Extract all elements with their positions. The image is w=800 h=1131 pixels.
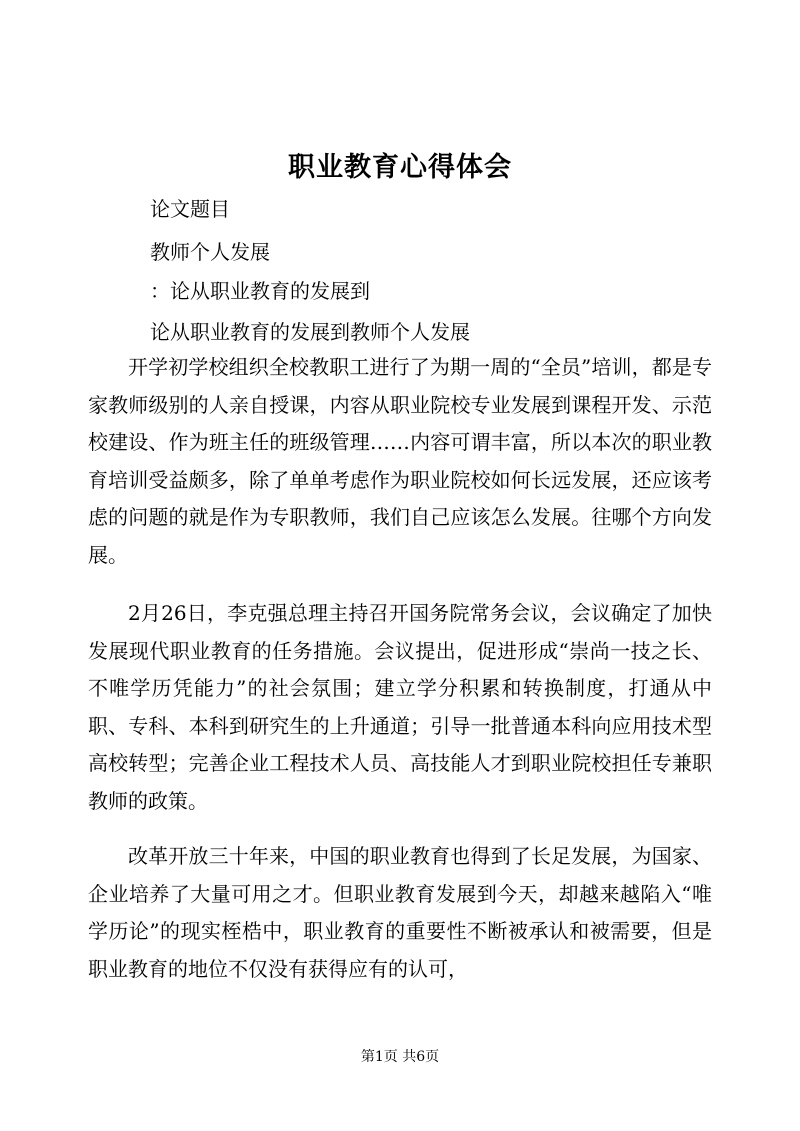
page-footer: 第1页 共6页 [360,1049,440,1065]
document-title: 职业教育心得体会 [288,152,512,183]
paragraph-1: 开学初学校组织全校教职工进行了为期一周的“全员”培训，都是专家教师级别的人亲自授课，内容从职业院校专业发展到课程开发、示范校建设、作为班主任的班级管理……内容可谓丰富，所以本次的职业教育培训受益颇多，除了单单考虑作为职业院校如何长远发展，还应该考虑的问题的就是作为专职教师，我们自己应该怎么发展。往哪个方向发展。 [88,355,712,567]
subject-line-2: ：论从职业教育的发展到 [150,279,370,303]
subject-label: 论文题目 [150,197,230,221]
paragraph-3: 改革开放三十年来，中国的职业教育也得到了长足发展，为国家、企业培养了大量可用之才。但职业教育发展到今天，却越来越陷入“唯学历论”的现实桎梏中，职业教育的重要性不断被承认和被需要，但是职业教育的地位不仅没有获得应有的认可， [88,844,712,981]
subject-line-1: 教师个人发展 [150,240,270,264]
paragraph-2: 2月26日，李克强总理主持召开国务院常务会议，会议确定了加快发展现代职业教育的任务措施。会议提出，促进形成“崇尚一技之长、不唯学历凭能力”的社会氛围；建立学分积累和转换制度，打通从中职、专科、本科到研究生的上升通道；引导一批普通本科向应用技术型高校转型；完善企业工程技术人员、高技能人才到职业院校担任专兼职教师的政策。 [88,601,712,813]
subject-line-3: 论从职业教育的发展到教师个人发展 [150,320,470,344]
